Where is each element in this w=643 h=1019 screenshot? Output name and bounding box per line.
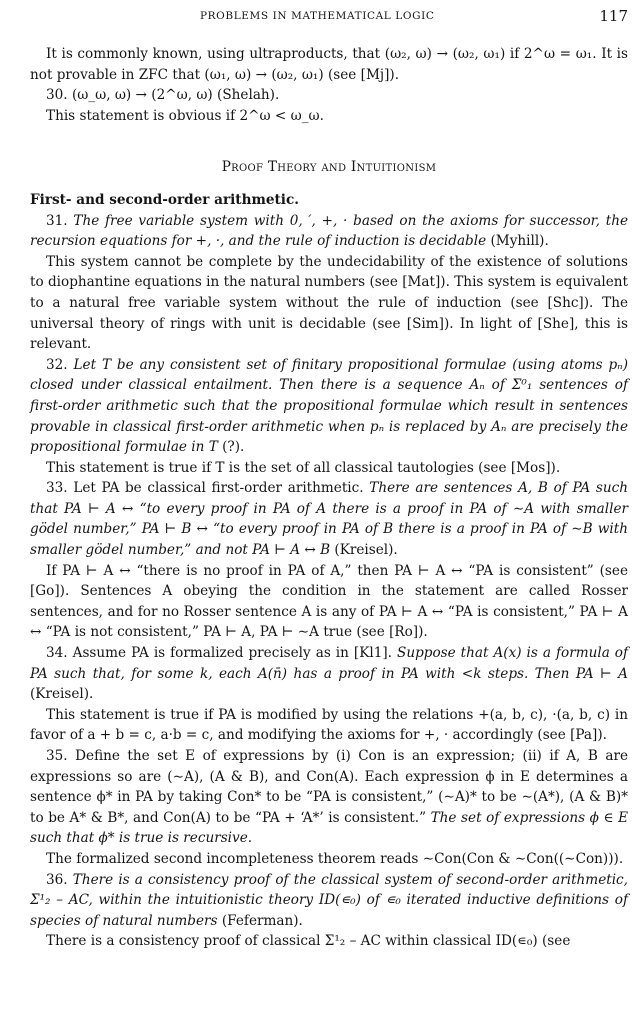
section-title: Proof Theory and Intuitionism: [221, 159, 437, 176]
page-header: [200, 7, 628, 30]
problem-32-number: 32.: [46, 356, 68, 373]
problem-33-attribution: (Kreisel).: [334, 542, 398, 559]
page-number: 117: [599, 7, 628, 25]
subsection-title: First- and second-order arithmetic.: [30, 191, 299, 208]
running-head: PROBLEMS IN MATHEMATICAL LOGIC: [200, 10, 435, 22]
note-31: This system cannot be complete by the undecidability of the existence of solutions to diophantine equations in the natural numbers (see [Mat]). This system is equivalent to a natural free variable system without the rule of induction (see [Shc]). The universal theory of rings with unit is decidable (see [Sim]). In light of [She], this is relevant.: [30, 253, 628, 353]
note-35: The formalized second incompleteness theorem reads ∼Con(Con & ∼Con((∼Con))).: [46, 850, 624, 867]
problem-35-number: 35.: [46, 748, 68, 764]
problem-31-statement: The free variable system with 0, ′, +, · based on the axioms for successor, the recursion equations for +, ·, and the rule of induction is decidable: [30, 212, 629, 250]
problem-33-number: 33.: [46, 480, 68, 497]
problem-31-attribution: (Myhill).: [490, 233, 549, 250]
problem-36-statement: There is a consistency proof of the classical system of second-order arithmetic, Σ¹₂ – AC, within the intuitionistic theory ID(∊₀) of ∊₀ iterated inductive definitions of species of natural numbers: [30, 871, 628, 929]
problem-34-lead: Assume PA is formalized precisely as in [Kl1].: [72, 645, 392, 662]
note-34: This statement is true if PA is modified by using the relations +(a, b, c), ·(a, b, c) in favor of a + b = c, a·b = c, and modifying the axioms for +, · accordingly (see [Pa]).: [30, 706, 628, 744]
problem-32: [30, 355, 628, 458]
problem-36-attribution: (Feferman).: [221, 912, 303, 929]
note-30: This statement is obvious if 2^ω < ω_ω.: [46, 107, 324, 124]
page-body: [30, 44, 628, 952]
problem-34: [30, 643, 628, 705]
problem-34-number: 34.: [46, 645, 68, 662]
problem-33: [30, 478, 628, 560]
problem-35-lead: Define the set E of expressions by (i) Con is an expression; (ii) if A, B are expressions so are (∼A), (A & B), and Con(A). Each expression ϕ in E determines a sentence ϕ* in PA by taking Con* to be “PA is consistent,” (∼A)* to be ∼(A*), (A & B)* to be A* & B*, and Con(A) to be “PA + ‘A*’ is consistent.”: [30, 748, 628, 826]
problem-34-statement: Suppose that A(x) is a formula of PA such that, for some k, each A(n̄) has a proof in PA with <k steps. Then PA ⊢ A: [30, 645, 629, 682]
problem-32-attribution: (?).: [222, 439, 245, 456]
problem-36-number: 36.: [46, 871, 68, 888]
note-32: This statement is true if T is the set of all classical tautologies (see [Mos]).: [46, 459, 561, 476]
problem-33-statement: There are sentences A, B of PA such that PA ⊢ A ↔ “to every proof in PA of A there is a proof in PA of ∼A with smaller gödel number,” PA ⊢ B ↔ “to every proof in PA of B there is a proof in PA of ∼B with smaller gödel number,” and not PA ⊢ A ↔ B: [30, 480, 629, 559]
note-33: If PA ⊢ A ↔ “there is no proof in PA of A,” then PA ⊢ A ↔ “PA is consistent” (see [Go]). Sentences A obeying the condition in the statement are called Rosser sentences, and for no Rosser sentence A is any of PA ⊢ A ↔ “PA is consistent,” PA ⊢ A ↔ “PA is not consistent,” PA ⊢ A, PA ⊢ ∼A true (see [Ro]).: [30, 562, 628, 641]
problem-35: [30, 746, 628, 849]
paragraph-ultraproducts: It is commonly known, using ultraproducts, that (ω₂, ω) → (ω₂, ω₁) if 2^ω = ω₁. It is not provable in ZFC that (ω₁, ω) → (ω₂, ω₁) (see [Mj]).: [30, 46, 628, 83]
problem-30: 30. (ω_ω, ω) → (2^ω, ω) (Shelah).: [46, 87, 280, 104]
problem-36: [30, 870, 628, 932]
problem-31-number: 31.: [46, 212, 68, 229]
problem-32-statement: Let T be any consistent set of finitary propositional formulae (using atoms pₙ) closed under classical entailment. Then there is a sequence Aₙ of Σ⁰₁ sentences of first-order arithmetic such that the propositional formulae which result in sentences provable in classical first-order arithmetic when pₙ is replaced by Aₙ are precisely the propositional formulae in T: [30, 356, 628, 456]
problem-33-lead: Let PA be classical first-order arithmetic.: [73, 480, 364, 497]
problem-31: [30, 211, 628, 252]
problem-35-statement: The set of expressions ϕ ∈ E such that ϕ* is true is recursive.: [30, 809, 628, 847]
note-36: There is a consistency proof of classical Σ¹₂ – AC within classical ID(∊₀) (see: [46, 933, 571, 950]
problem-34-attribution: (Kreisel).: [30, 686, 94, 703]
